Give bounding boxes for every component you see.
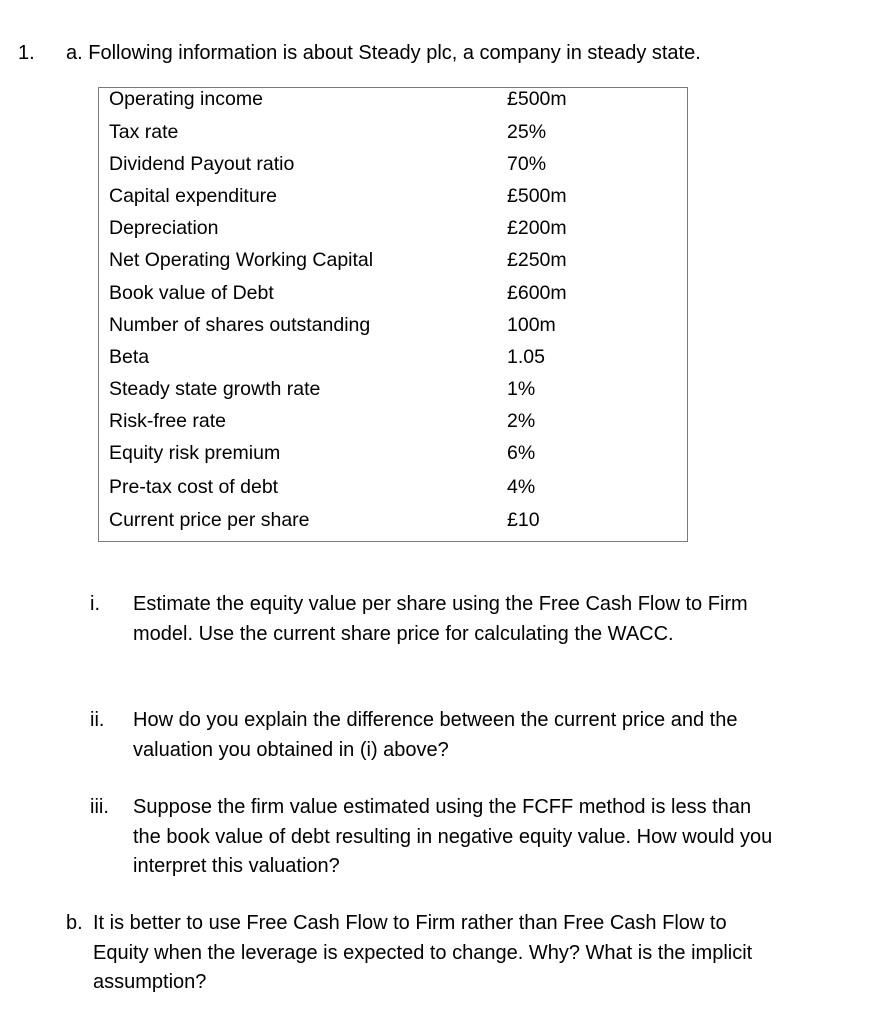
row-label: Tax rate [109,121,179,143]
question-number: 1. [18,42,35,64]
subquestion-text [133,793,853,882]
text-line: model. Use the current share price for calculating the WACC. [133,622,674,645]
subquestion-number: iii. [90,796,109,818]
text-line: Suppose the firm value estimated using the FCFF method is less than [133,796,752,818]
row-value: 25% [507,121,547,143]
row-value: £500m [507,88,567,110]
row-value: £250m [507,249,567,271]
part-b-label: b. [66,912,83,934]
table-row [99,476,687,508]
data-table [98,87,688,542]
text-line: Estimate the equity value per share using the Free Cash Flow to Firm [133,593,748,615]
row-value: 6% [507,442,536,464]
row-value: £10 [507,509,540,531]
text-line: interpret this valuation? [133,855,340,877]
row-value: 70% [507,153,547,175]
row-label: Pre-tax cost of debt [109,476,279,498]
row-label: Book value of Debt [109,282,274,304]
part-a-intro: a. Following information is about Steady plc, a company in steady state. [66,42,701,64]
row-value: £200m [507,217,567,239]
table-row [99,249,687,281]
table-row [99,346,687,378]
table-row [99,153,687,185]
text-line: the book value of debt resulting in negative equity value. How would you [133,825,773,848]
text-line: valuation you obtained in (i) above? [133,738,449,761]
part-b-text [93,909,853,998]
table-row [99,88,687,120]
row-label: Equity risk premium [109,442,281,464]
row-label: Depreciation [109,217,219,239]
row-label: Risk-free rate [109,410,227,432]
subquestion-number: ii. [90,709,105,731]
table-row [99,185,687,217]
table-row [99,121,687,153]
row-value: £500m [507,185,567,207]
row-value: 1% [507,378,536,400]
row-value: £600m [507,282,567,304]
row-label: Number of shares outstanding [109,314,371,336]
table-row [99,314,687,346]
text-line: assumption? [93,971,207,993]
text-line: It is better to use Free Cash Flow to Firm rather than Free Cash Flow to [93,912,727,934]
table-row [99,509,687,541]
table-row [99,410,687,442]
subquestion-text [133,706,853,765]
text-line: Equity when the leverage is expected to change. Why? What is the implicit [93,941,753,964]
subquestion-iii [90,793,870,883]
row-value: 4% [507,476,536,498]
row-value: 1.05 [507,346,545,368]
row-label: Dividend Payout ratio [109,153,295,175]
table-row [99,442,687,474]
row-label: Steady state growth rate [109,378,321,400]
table-row [99,217,687,249]
subquestion-text [133,590,853,649]
subquestion-i [90,590,870,650]
text-line: How do you explain the difference between the current price and the [133,709,738,731]
subquestion-number: i. [90,593,100,615]
row-value: 2% [507,410,536,432]
row-value: 100m [507,314,556,336]
row-label: Capital expenditure [109,185,278,207]
table-row [99,282,687,314]
row-label: Beta [109,346,150,368]
row-label: Operating income [109,88,263,110]
row-label: Current price per share [109,509,310,531]
row-label: Net Operating Working Capital [109,249,374,271]
table-row [99,378,687,410]
subquestion-ii [90,706,870,766]
